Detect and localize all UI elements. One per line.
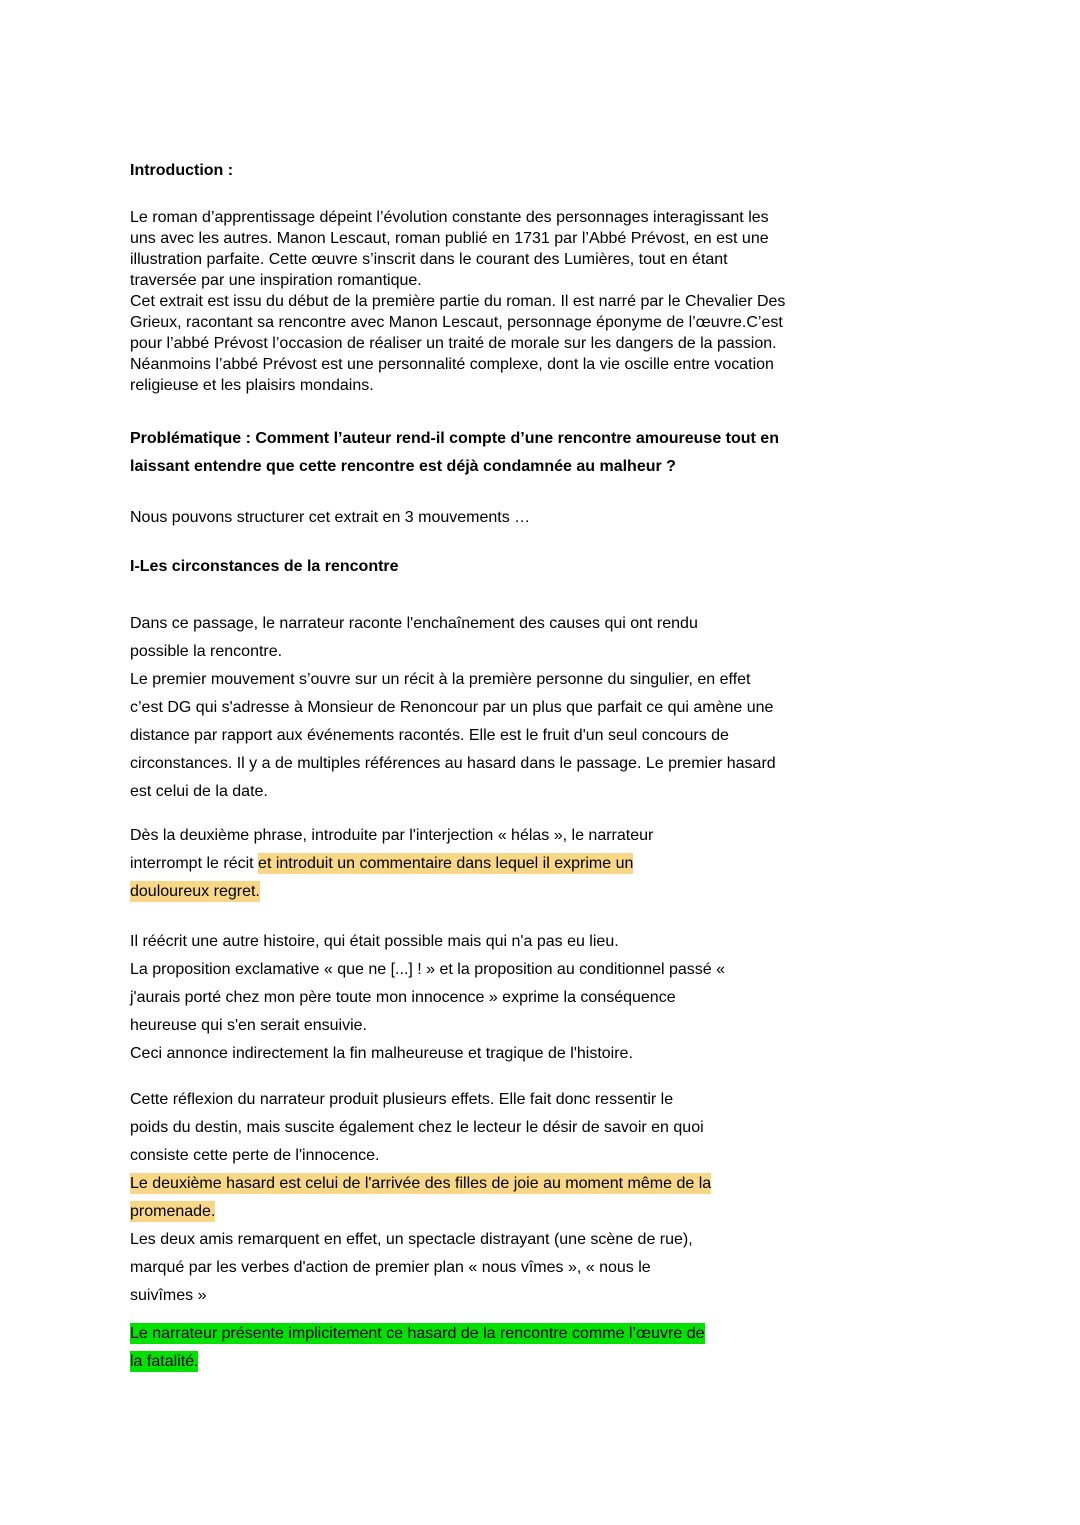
paragraph-problematique <box>130 425 970 481</box>
text-line <box>130 333 970 354</box>
text-segment: Cet extrait est issu du début de la première partie du roman. Il est narré par le Chevalier Des <box>130 293 786 310</box>
heading-introduction <box>130 160 970 181</box>
text-segment: Problématique : Comment l’auteur rend-il compte d’une rencontre amoureuse tout en <box>130 430 779 447</box>
highlighted-segment-green: la fatalité. <box>130 1353 199 1370</box>
text-segment: suivîmes » <box>130 1287 207 1304</box>
text-segment: Néanmoins l’abbé Prévost est une personnalité complexe, dont la vie oscille entre vocation <box>130 356 774 373</box>
text-line <box>130 1198 970 1226</box>
text-line <box>130 956 970 984</box>
text-segment: possible la rencontre. <box>130 643 283 660</box>
highlighted-segment-yellow: et introduit un commentaire dans lequel il exprime un <box>258 855 634 872</box>
highlighted-segment-green: Le narrateur présente implicitement ce hasard de la rencontre comme l’œuvre de <box>130 1325 705 1342</box>
text-segment: Dès la deuxième phrase, introduite par l'interjection « hélas », le narrateur <box>130 827 654 844</box>
text-segment: Cette réflexion du narrateur produit plusieurs effets. Elle fait donc ressentir le <box>130 1091 674 1108</box>
text-segment: poids du destin, mais suscite également chez le lecteur le désir de savoir en quoi <box>130 1119 704 1136</box>
text-segment: La proposition exclamative « que ne [...] ! » et la proposition au conditionnel passé « <box>130 961 726 978</box>
text-segment: pour l’abbé Prévost l’occasion de réaliser un traité de morale sur les dangers de la passion. <box>130 335 777 352</box>
text-line <box>130 1348 970 1376</box>
text-line <box>130 1170 970 1198</box>
text-segment: consiste cette perte de l'innocence. <box>130 1147 380 1164</box>
paragraph-fatalite <box>130 1320 970 1376</box>
text-segment: marqué par les verbes d'action de premier plan « nous vîmes », « nous le <box>130 1259 651 1276</box>
text-segment: Introduction : <box>130 162 234 179</box>
text-segment: Le premier mouvement s’ouvre sur un récit à la première personne du singulier, en effet <box>130 671 751 688</box>
text-segment: traversée par une inspiration romantique. <box>130 272 422 289</box>
text-segment: Le roman d’apprentissage dépeint l’évolution constante des personnages interagissant les <box>130 209 769 226</box>
text-line <box>130 160 970 181</box>
highlighted-segment-yellow: Le deuxième hasard est celui de l'arrivée des filles de joie au moment même de la <box>130 1175 712 1192</box>
text-segment: laissant entendre que cette rencontre est déjà condamnée au malheur ? <box>130 458 676 475</box>
text-line <box>130 694 970 722</box>
text-line <box>130 666 970 694</box>
text-line <box>130 1114 970 1142</box>
text-line <box>130 822 970 850</box>
text-line <box>130 1320 970 1348</box>
text-line <box>130 228 970 249</box>
text-segment: est celui de la date. <box>130 783 268 800</box>
text-line <box>130 1086 970 1114</box>
text-line <box>130 722 970 750</box>
text-line <box>130 750 970 778</box>
text-segment: Dans ce passage, le narrateur raconte l'enchaînement des causes qui ont rendu <box>130 615 698 632</box>
text-line <box>130 850 970 878</box>
paragraph-reflexion <box>130 1086 970 1310</box>
text-segment: Ceci annonce indirectement la fin malheureuse et tragique de l'histoire. <box>130 1045 633 1062</box>
text-segment: religieuse et les plaisirs mondains. <box>130 377 374 394</box>
text-line <box>130 354 970 375</box>
text-line <box>130 207 970 228</box>
text-segment: c’est DG qui s'adresse à Monsieur de Renoncour par un plus que parfait ce qui amène une <box>130 699 774 716</box>
text-segment: interrompt le récit <box>130 855 259 872</box>
text-line <box>130 878 970 906</box>
paragraph-intro <box>130 207 970 396</box>
text-segment: distance par rapport aux événements racontés. Elle est le fruit d'un seul concours de <box>130 727 729 744</box>
paragraph-helas <box>130 822 970 906</box>
text-segment: illustration parfaite. Cette œuvre s’inscrit dans le courant des Lumières, tout en étant <box>130 251 728 268</box>
text-line <box>130 291 970 312</box>
text-line <box>130 1142 970 1170</box>
text-line <box>130 1040 970 1068</box>
text-line <box>130 928 970 956</box>
text-line <box>130 1282 970 1310</box>
highlighted-segment-yellow: promenade. <box>130 1203 216 1220</box>
text-line <box>130 1012 970 1040</box>
text-segment: Les deux amis remarquent en effet, un spectacle distrayant (une scène de rue), <box>130 1231 693 1248</box>
text-segment: circonstances. Il y a de multiples références au hasard dans le passage. Le premier hasard <box>130 755 776 772</box>
text-line <box>130 249 970 270</box>
text-line <box>130 1254 970 1282</box>
text-line <box>130 556 970 577</box>
text-segment: j'aurais porté chez mon père toute mon innocence » exprime la conséquence <box>130 989 676 1006</box>
text-line <box>130 270 970 291</box>
text-segment: Il réécrit une autre histoire, qui était possible mais qui n'a pas eu lieu. <box>130 933 619 950</box>
text-line <box>130 1226 970 1254</box>
paragraph-structure <box>130 507 970 528</box>
text-line <box>130 984 970 1012</box>
highlighted-segment-yellow: douloureux regret. <box>130 883 260 900</box>
text-line <box>130 507 970 528</box>
text-line <box>130 453 970 481</box>
text-line <box>130 778 970 806</box>
text-line <box>130 425 970 453</box>
paragraph-circonstances <box>130 610 970 806</box>
text-segment: uns avec les autres. Manon Lescaut, roman publié en 1731 par l’Abbé Prévost, en est une <box>130 230 769 247</box>
text-segment: Grieux, racontant sa rencontre avec Manon Lescaut, personnage éponyme de l’œuvre.C’est <box>130 314 783 331</box>
text-line <box>130 638 970 666</box>
heading-movement-1 <box>130 556 970 577</box>
text-segment: I-Les circonstances de la rencontre <box>130 558 399 575</box>
text-line <box>130 610 970 638</box>
text-segment: heureuse qui s'en serait ensuivie. <box>130 1017 367 1034</box>
text-line <box>130 375 970 396</box>
text-segment: Nous pouvons structurer cet extrait en 3 mouvements … <box>130 509 531 526</box>
paragraph-autre-histoire <box>130 928 970 1068</box>
text-line <box>130 312 970 333</box>
document-text-column <box>130 0 970 1376</box>
